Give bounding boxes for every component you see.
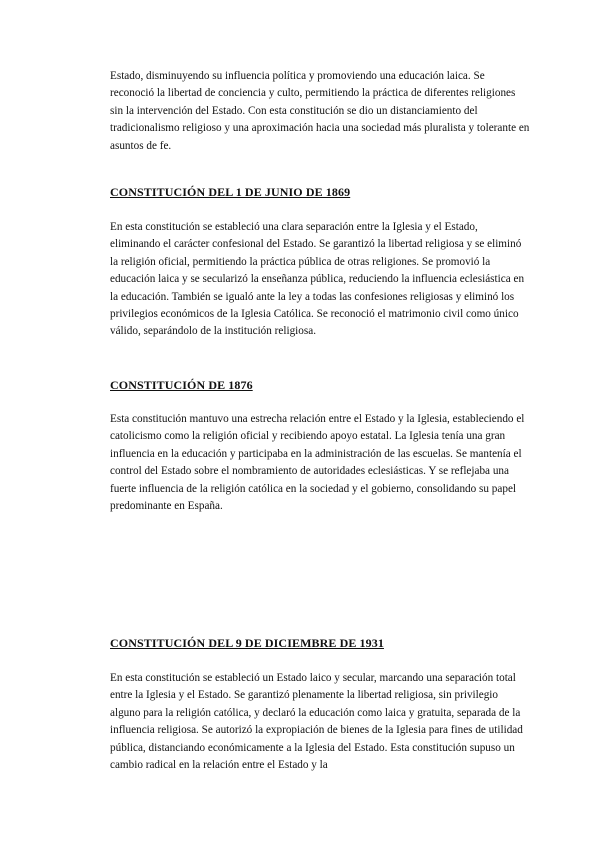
paragraph-1931: En esta constitución se estableció un Estado laico y secular, marcando una separación total entre la Iglesia y el Estado. Se garantizó plenamente la libertad religiosa, sin privilegio alguno para la religión católica, y declaró la educación como laica y gratuita, separada de la influencia religiosa. Se autorizó la expropiación de bienes de la Iglesia para fines de utilidad pública, distanciando económicamente a la Iglesia del Estado. Esta constitución supuso un cambio radical en la relación entre el Estado y la xyxy=(110,672,523,772)
paragraph-1876: Esta constitución mantuvo una estrecha relación entre el Estado y la Iglesia, estableciendo el catolicismo como la religión oficial y recibiendo apoyo estatal. La Iglesia tenía una gran influencia en la educación y participaba en la administración de las escuelas. Se mantenía el control del Estado sobre el nombramiento de autoridades eclesiásticas. Y se reflejaba una fuerte influencia de la religión católica en la sociedad y el gobierno, consolidando su papel predominante en España. xyxy=(110,413,525,513)
heading-1876: CONSTITUCIÓN DE 1876 xyxy=(110,378,253,392)
paragraph-1869: En esta constitución se estableció una clara separación entre la Iglesia y el Estado, eliminando el carácter confesional del Estado. Se garantizó la libertad religiosa y se eliminó la religión oficial, permitiendo la práctica pública de otras religiones. Se promovió la educación laica y se secularizó la enseñanza pública, reduciendo la influencia eclesiástica en la educación. También se igualó ante la ley a todas las confesiones religiosas y eliminó los privilegios económicos de la Iglesia Católica. Se reconoció el matrimonio civil como único válido, separándolo de la institución religiosa. xyxy=(110,221,525,338)
heading-1869: CONSTITUCIÓN DEL 1 DE JUNIO DE 1869 xyxy=(110,185,351,199)
intro-paragraph: Estado, disminuyendo su influencia política y promoviendo una educación laica. Se reconoció la libertad de conciencia y culto, permitiendo la práctica de diferentes religiones sin la intervención del Estado. Con esta constitución se dio un distanciamiento del tradicionalismo religioso y una aproximación hacia una sociedad más pluralista y tolerante en asuntos de fe. xyxy=(110,70,530,152)
heading-1931: CONSTITUCIÓN DEL 9 DE DICIEMBRE DE 1931 xyxy=(110,636,384,650)
